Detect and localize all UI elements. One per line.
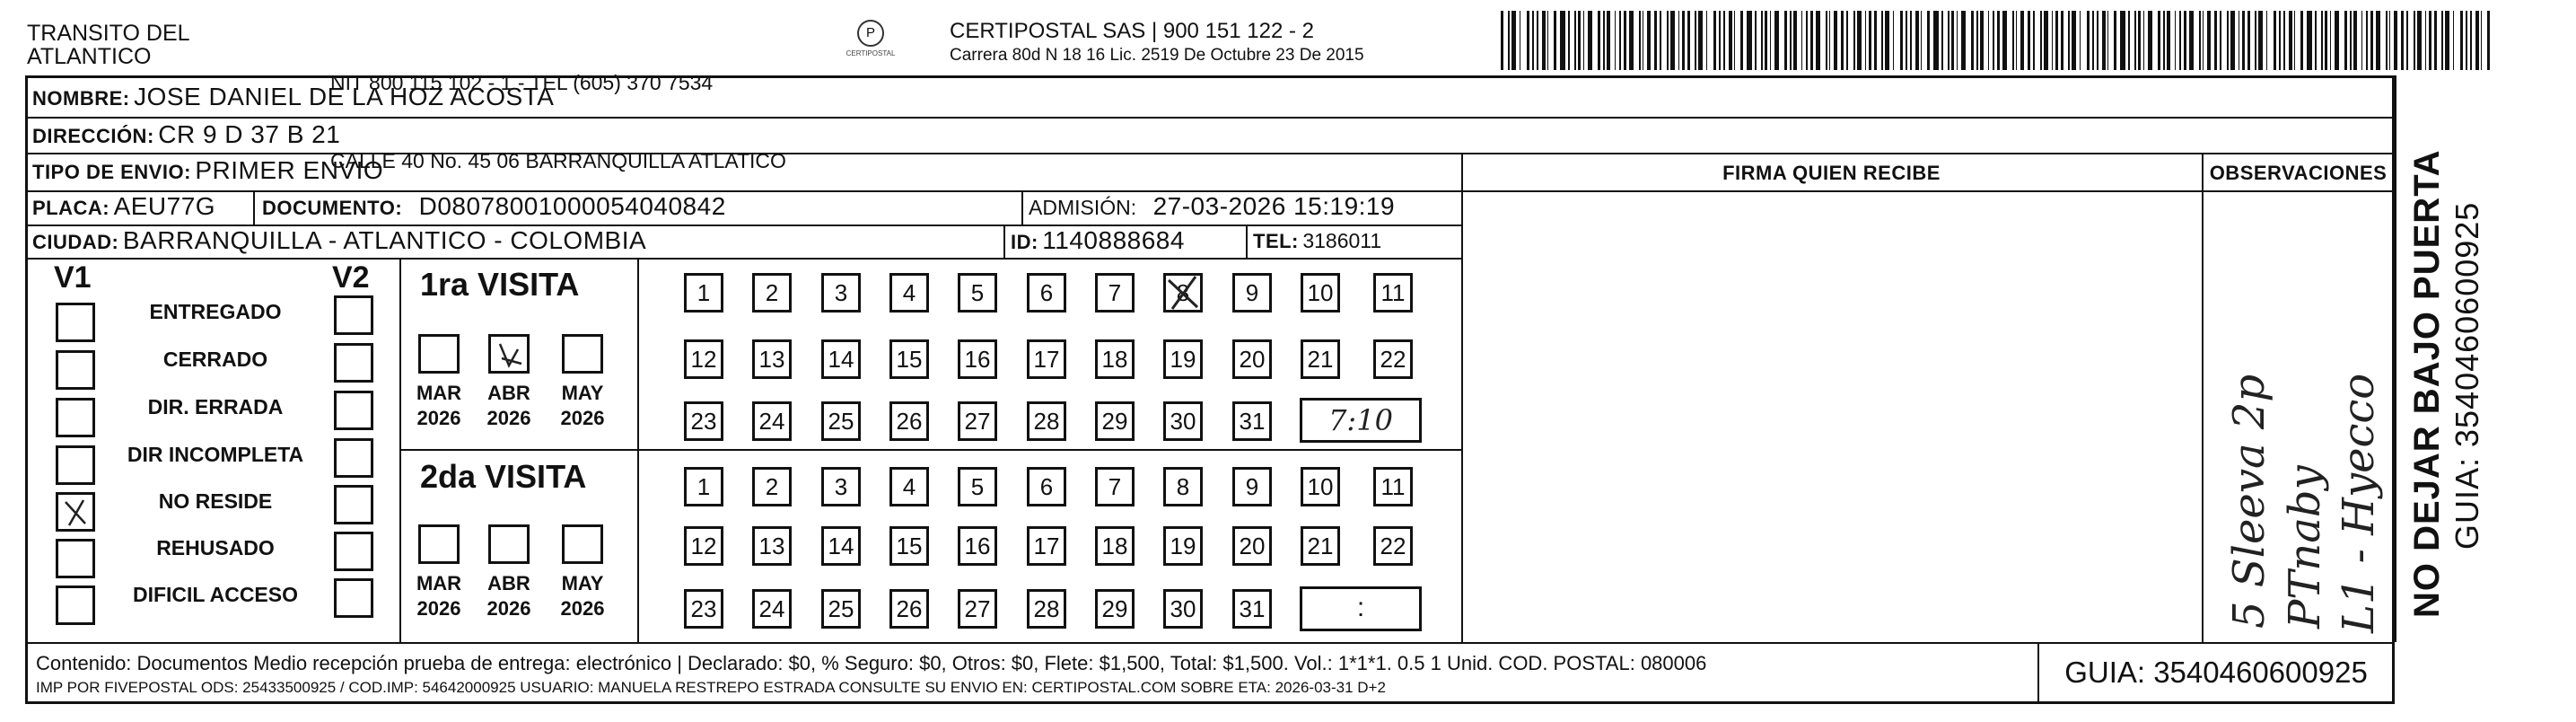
placa-value: AEU77G <box>113 192 216 220</box>
visit1-day-box[interactable]: 2 <box>752 273 792 313</box>
v1-checkbox[interactable] <box>56 445 95 485</box>
visit2-day-box[interactable]: 26 <box>889 589 929 629</box>
visit1-day-box[interactable]: 12 <box>684 339 723 379</box>
visit2-month-label <box>478 571 540 621</box>
license-line: Carrera 80d N 18 16 Lic. 2519 De Octubre 23 De 2015 <box>950 46 1364 65</box>
visit2-day-box[interactable]: 7 <box>1095 467 1135 506</box>
visit2-day-box[interactable]: 3 <box>821 467 861 506</box>
visit2-day-box[interactable]: 11 <box>1373 467 1413 506</box>
visit1-day-box[interactable]: 31 <box>1232 401 1272 441</box>
v2-checkbox[interactable] <box>334 532 373 571</box>
contenido-text: Contenido: Documentos Medio recepción prueba de entrega: electrónico | Declarado: $0, % Seguro: $0, Otros: $0, Flete: $1,500, Total: $1,500. Vol.: 1*1*1. 0.5 1 Unid. COD. POSTAL: 080006 <box>36 652 1707 674</box>
v2-checkbox[interactable] <box>334 485 373 524</box>
visit2-day-box[interactable]: 31 <box>1232 589 1272 629</box>
visit2-month-year: 2026 <box>486 597 531 620</box>
visit2-month-year: 2026 <box>416 597 461 620</box>
tel-value: 3186011 <box>1302 229 1382 252</box>
visit1-day-box[interactable]: 17 <box>1027 339 1066 379</box>
v1-checkbox[interactable] <box>56 398 95 437</box>
visit1-day-box[interactable]: 15 <box>889 339 929 379</box>
visit2-day-box[interactable]: 13 <box>752 526 792 566</box>
documento-field <box>262 192 726 221</box>
address-line: CALLE 40 No. 45 06 BARRANQUILLA ATLATICO <box>330 149 786 172</box>
visit1-month-checkbox[interactable] <box>562 334 603 374</box>
visit1-month-checkbox[interactable] <box>488 334 530 374</box>
divider <box>2395 75 2396 642</box>
visit1-day-box[interactable]: 28 <box>1027 401 1066 441</box>
divider <box>25 642 2395 644</box>
divider <box>2202 153 2204 642</box>
v1-label: V1 <box>54 260 92 295</box>
guia-vertical: GUIA: 3540460600925 <box>2449 201 2485 550</box>
divider <box>25 153 2395 154</box>
barcode <box>1501 11 2497 70</box>
visit2-title: 2da VISITA <box>420 458 587 495</box>
visit1-day-box[interactable]: 30 <box>1163 401 1203 441</box>
visit2-day-box[interactable]: 19 <box>1163 526 1203 566</box>
divider <box>1461 153 1463 642</box>
logo-icon: P <box>857 20 884 47</box>
v1-checkbox[interactable] <box>56 539 95 578</box>
v2-checkbox[interactable] <box>334 391 373 430</box>
placa-field <box>32 192 215 221</box>
observaciones-label: OBSERVACIONES <box>2209 162 2388 184</box>
tipo-label: TIPO DE ENVIO: <box>32 161 191 183</box>
visit2-day-box[interactable]: 21 <box>1301 526 1340 566</box>
ciudad-label: CIUDAD: <box>32 231 119 253</box>
visit2-day-box[interactable]: 2 <box>752 467 792 506</box>
visit2-day-box[interactable]: 9 <box>1232 467 1272 506</box>
divider <box>1003 225 1005 258</box>
id-field <box>1011 226 1185 255</box>
v2-checkbox[interactable] <box>334 438 373 478</box>
id-label: ID: <box>1011 231 1038 253</box>
admision-value: 27-03-2026 15:19:19 <box>1152 192 1396 220</box>
imp-text: IMP POR FIVEPOSTAL ODS: 25433500925 / COD.IMP: 54642000925 USUARIO: MANUELA RESTREPO ESTRADA CONSULTE SU ENVIO EN: CERTIPOSTAL.COM SOBRE ETA: 2026-03-31 D+2 <box>36 679 1386 696</box>
visit1-day-box[interactable]: 9 <box>1232 273 1272 313</box>
visit2-day-box[interactable]: 8 <box>1163 467 1203 506</box>
visit1-month-label <box>551 381 614 431</box>
visit1-day-box[interactable]: 14 <box>821 339 861 379</box>
visit2-month-checkbox[interactable] <box>488 524 530 564</box>
visit2-day-box[interactable]: 22 <box>1373 526 1413 566</box>
visit2-day-box[interactable]: 25 <box>821 589 861 629</box>
direccion-label: DIRECCIÓN: <box>32 125 154 147</box>
visit2-day-box[interactable]: 23 <box>684 589 723 629</box>
tel-field <box>1253 229 1381 253</box>
visit2-month-name: ABR <box>487 572 530 594</box>
visit1-day-box[interactable]: 21 <box>1301 339 1340 379</box>
divider <box>399 258 401 642</box>
v1-checkbox[interactable] <box>56 350 95 390</box>
nombre-label: NOMBRE: <box>32 87 130 110</box>
visit2-time-box <box>1300 586 1422 631</box>
status-label: NO RESIDE <box>158 489 273 513</box>
visit1-title: 1ra VISITA <box>420 266 580 303</box>
tel-label: TEL: <box>1253 230 1299 252</box>
visit2-day-box[interactable]: 30 <box>1163 589 1203 629</box>
status-label: REHUSADO <box>156 536 275 559</box>
id-value: 1140888684 <box>1042 226 1185 254</box>
org-name <box>27 22 224 68</box>
visit2-day-box[interactable]: 28 <box>1027 589 1066 629</box>
nombre-row <box>32 83 554 111</box>
visit1-month-label <box>407 381 470 431</box>
nombre-value: JOSE DANIEL DE LA HOZ ACOSTA <box>134 83 555 110</box>
visit1-month-name: ABR <box>487 382 530 404</box>
v2-checkbox[interactable] <box>334 343 373 383</box>
v1-checkbox[interactable] <box>56 303 95 342</box>
visit2-day-box[interactable]: 10 <box>1301 467 1340 506</box>
visit2-month-label <box>551 571 614 621</box>
org-line-2: ATLANTICO <box>27 44 152 69</box>
nit-line: NIT 800 115 102 - 1 - TEL (605) 370 7534 <box>330 71 714 94</box>
visit2-day-box[interactable]: 12 <box>684 526 723 566</box>
logo-text: CERTIPOSTAL <box>846 49 896 57</box>
tipo-row <box>32 156 383 185</box>
firma-label: FIRMA QUIEN RECIBE <box>1722 162 1941 184</box>
visit1-month-name: MAY <box>561 382 604 404</box>
certipostal-line: CERTIPOSTAL SAS | 900 151 122 - 2 <box>950 19 1314 43</box>
visit2-day-box[interactable]: 24 <box>752 589 792 629</box>
visit2-time: : <box>1356 593 1365 622</box>
documento-value: D08078001000054040842 <box>418 192 726 220</box>
visit2-day-box[interactable]: 1 <box>684 467 723 506</box>
status-label: CERRADO <box>162 348 268 371</box>
visit2-day-box[interactable]: 14 <box>821 526 861 566</box>
visit1-day-box[interactable]: 19 <box>1163 339 1203 379</box>
divider <box>253 190 255 225</box>
visit1-day-box[interactable]: 13 <box>752 339 792 379</box>
visit1-month-year: 2026 <box>560 407 605 429</box>
v1-checkbox[interactable] <box>56 492 95 532</box>
tipo-value: PRIMER ENVIO <box>195 156 384 184</box>
visit1-month-year: 2026 <box>486 407 531 429</box>
visit1-day-box[interactable]: 18 <box>1095 339 1135 379</box>
placa-label: PLACA: <box>32 197 110 219</box>
visit1-day-box[interactable]: 16 <box>958 339 997 379</box>
divider <box>25 258 1461 260</box>
divider <box>2202 190 2395 192</box>
visit1-day-box[interactable]: 4 <box>889 273 929 313</box>
visit1-time: 7:10 <box>1328 403 1393 437</box>
visit1-day-box[interactable]: 25 <box>821 401 861 441</box>
visit1-day-box[interactable]: 26 <box>889 401 929 441</box>
check-mark-icon <box>491 337 527 371</box>
visit2-day-box[interactable]: 20 <box>1232 526 1272 566</box>
check-mark-icon <box>58 495 92 529</box>
visit2-month-checkbox[interactable] <box>562 524 603 564</box>
visit2-day-box[interactable]: 27 <box>958 589 997 629</box>
documento-label: DOCUMENTO: <box>262 197 403 219</box>
visit2-day-box[interactable]: 29 <box>1095 589 1135 629</box>
visit1-month-year: 2026 <box>416 407 461 429</box>
org-line-1: TRANSITO DEL <box>27 21 190 46</box>
visit2-day-box[interactable]: 18 <box>1095 526 1135 566</box>
visit1-day-box[interactable]: 3 <box>821 273 861 313</box>
v2-label: V2 <box>332 260 370 295</box>
visit2-month-name: MAY <box>561 572 604 594</box>
direccion-value: CR 9 D 37 B 21 <box>158 120 341 148</box>
visit1-month-checkbox[interactable] <box>418 334 460 374</box>
visit1-day-box[interactable]: 5 <box>958 273 997 313</box>
status-label: DIR. ERRADA <box>147 395 284 418</box>
visit1-day-box[interactable]: 27 <box>958 401 997 441</box>
divider <box>1021 190 1023 225</box>
divider <box>1246 225 1248 258</box>
admision-label: ADMISIÓN: <box>1029 196 1137 219</box>
visit2-day-box[interactable]: 6 <box>1027 467 1066 506</box>
guia-number: GUIA: 3540460600925 <box>2064 656 2368 689</box>
visit2-day-box[interactable]: 5 <box>958 467 997 506</box>
obs-line-3: L1 - Hyecco <box>2334 373 2384 633</box>
visit1-day-box[interactable]: 23 <box>684 401 723 441</box>
divider <box>399 449 1461 451</box>
status-label: DIR INCOMPLETA <box>127 443 304 466</box>
ciudad-field <box>32 226 646 255</box>
visit1-day-box[interactable]: 1 <box>684 273 723 313</box>
divider <box>637 258 639 642</box>
status-label: ENTREGADO <box>149 300 282 323</box>
visit2-day-box[interactable]: 17 <box>1027 526 1066 566</box>
v2-checkbox[interactable] <box>334 578 373 618</box>
visit2-day-box[interactable]: 4 <box>889 467 929 506</box>
admision-field <box>1029 192 1395 221</box>
visit2-month-year: 2026 <box>560 597 605 620</box>
visit1-day-box[interactable]: 10 <box>1301 273 1340 313</box>
visit2-day-box[interactable]: 15 <box>889 526 929 566</box>
visit1-month-label <box>478 381 540 431</box>
visit1-time-box <box>1300 398 1422 443</box>
visit1-day-box[interactable]: 20 <box>1232 339 1272 379</box>
status-label: DIFICIL ACCESO <box>132 583 298 606</box>
no-dejar-notice: NO DEJAR BAJO PUERTA <box>2407 149 2447 618</box>
visit1-day-box[interactable]: 24 <box>752 401 792 441</box>
visit1-day-box[interactable]: 22 <box>1373 339 1413 379</box>
visit2-day-box[interactable]: 16 <box>958 526 997 566</box>
ciudad-value: BARRANQUILLA - ATLANTICO - COLOMBIA <box>122 226 647 254</box>
visit2-month-checkbox[interactable] <box>418 524 460 564</box>
divider <box>25 117 2395 119</box>
visit1-day-box[interactable]: 29 <box>1095 401 1135 441</box>
visit2-month-name: MAR <box>416 572 462 594</box>
obs-line-2: PTnaby <box>2280 465 2330 629</box>
visit1-day-box[interactable]: 6 <box>1027 273 1066 313</box>
visit1-month-name: MAR <box>416 382 462 404</box>
v1-checkbox[interactable] <box>56 586 95 625</box>
visit1-day-box[interactable]: 7 <box>1095 273 1135 313</box>
visit1-day-box[interactable]: 8 <box>1163 273 1203 313</box>
v2-checkbox[interactable] <box>334 295 373 335</box>
visit2-month-label <box>407 571 470 621</box>
obs-line-1: 5 Sleeva 2p <box>2224 374 2274 629</box>
direccion-row <box>32 120 340 149</box>
visit1-day-box[interactable]: 11 <box>1373 273 1413 313</box>
certipostal-logo <box>839 20 902 65</box>
